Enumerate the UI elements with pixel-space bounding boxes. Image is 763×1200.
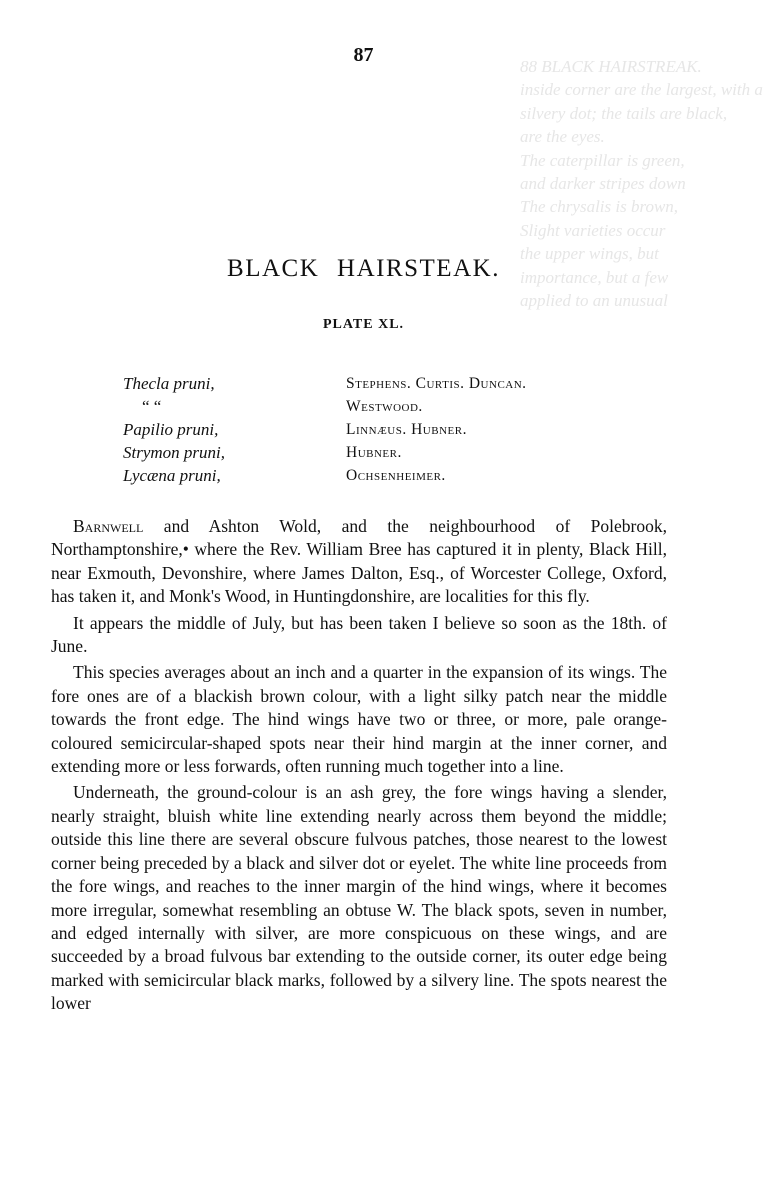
ghost-line: The caterpillar is green, (520, 150, 685, 170)
ghost-line: the upper wings, but (520, 244, 659, 264)
synonym-row (123, 372, 643, 395)
ghost-line: Slight varieties occur (520, 220, 666, 240)
paragraph-description: This species averages about an inch and a quarter in the expansion of its wings. The fore ones are of a blackish brown colour, with a light silky patch near the middle towards the front edge. The hind wings have two or three, or more, pale orange-coloured semicircular-shaped spots near their hind margin at the inner corner, and extending more or less forwards, often running much together into a line. (51, 662, 667, 777)
synonym-author: Westwood. (346, 398, 423, 415)
paragraph-appearance-time: It appears the middle of July, but has been taken I believe so soon as the 18th. of June. (51, 612, 667, 657)
synonym-row (123, 418, 643, 441)
synonym-ditto: “ “ (142, 397, 162, 416)
ghost-line: 88 BLACK HAIRSTREAK. (520, 57, 702, 76)
synonym-name: Lycæna pruni, (123, 466, 221, 485)
synonym-row (123, 395, 643, 418)
ghost-line: importance, but a few (520, 267, 669, 287)
paragraph-localities (51, 515, 667, 609)
synonym-author: Ochsenheimer. (346, 467, 446, 484)
body-text (51, 515, 667, 1019)
lead-word: Barnwell (73, 516, 144, 536)
synonym-author: Linnæus. Hubner. (346, 421, 467, 438)
synonym-name: Thecla pruni, (123, 374, 215, 393)
synonym-author: Hubner. (346, 444, 402, 461)
synonym-row (123, 464, 643, 487)
page-number: 87 (353, 44, 374, 66)
ghost-line: The chrysalis is brown, (520, 197, 679, 217)
synonym-author: Stephens. Curtis. Duncan. (346, 375, 527, 392)
ghost-line: are the eyes. (520, 127, 605, 147)
synonym-name: Papilio pruni, (123, 420, 219, 439)
paragraph-underside: Underneath, the ground-colour is an ash grey, the fore wings having a slender, nearly straight, bluish white line extending nearly across them beyond the middle; outside this line there are several obscure fulvous patches, those nearest to the lowest corner being preceded by a black and silver dot or eyelet. The white line proceeds from the fore wings, and reaches to the inner margin of the hind wings, where it becomes more irregular, somewhat resembling an obtuse W. The black spots, seven in number, and edged internally with silver, are more conspicuous on these wings, and are succeeded by a broad fulvous bar extending to the outside corner, its outer edge being marked with semicircular black marks, followed by a silvery line. The spots nearest the lower (51, 782, 667, 1014)
synonym-name: Strymon pruni, (123, 443, 225, 462)
synonymy-list (123, 372, 643, 487)
paragraph-text: and Ashton Wold, and the neighbourhood of Polebrook, Northamptonshire,• where the Rev. William Bree has captured it in plenty, Black Hill, near Exmouth, Devonshire, where James Dalton, Esq., of Worcester College, Oxford, has taken it, and Monk's Wood, in Huntingdonshire, are localities for this fly. (51, 516, 667, 607)
ghost-line: applied to an unusual (520, 290, 668, 310)
page-title: BLACK HAIRSTEAK. (227, 255, 500, 282)
ghost-line: inside corner are the largest, with a (520, 80, 763, 100)
plate-label: PLATE XL. (322, 317, 405, 332)
ghost-line: and darker stripes down (520, 173, 686, 193)
synonym-row (123, 441, 643, 464)
ghost-line: silvery dot; the tails are black, (520, 103, 728, 123)
